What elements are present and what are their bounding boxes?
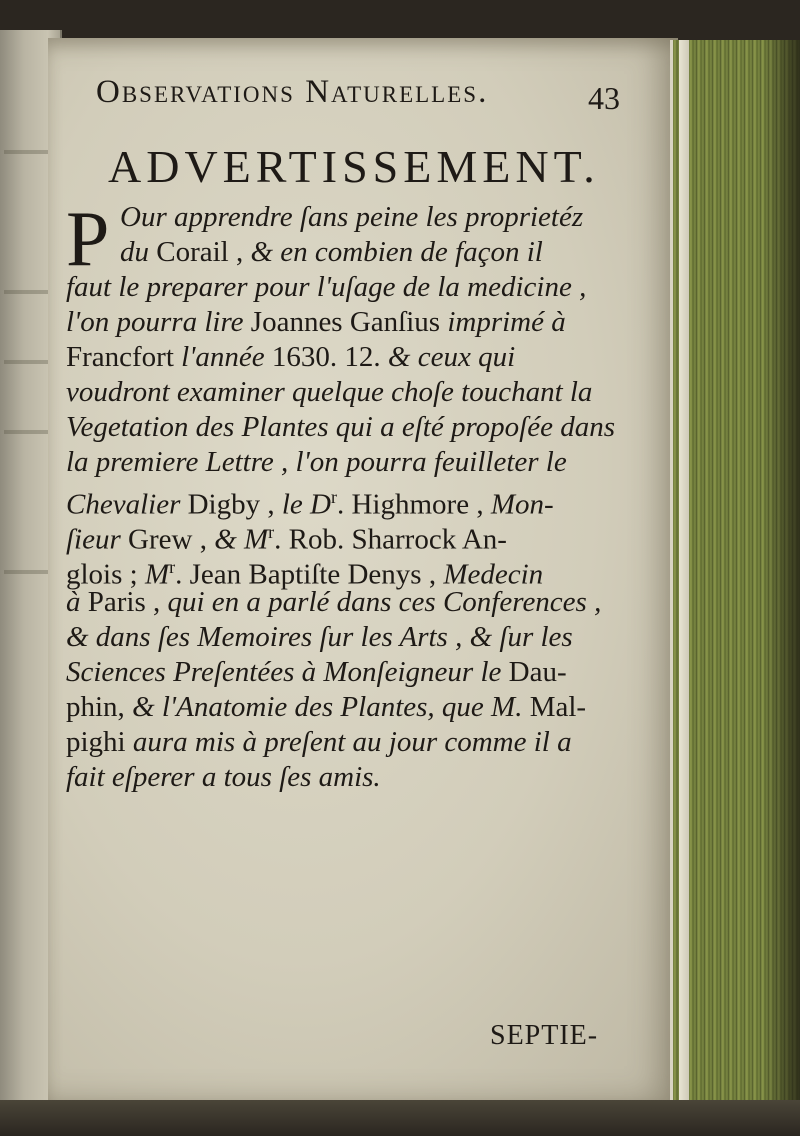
text-segment: M — [144, 558, 170, 591]
text-line — [66, 305, 636, 340]
text-segment: l'année — [181, 341, 272, 373]
text-segment: & ceux qui — [387, 341, 516, 373]
book-fore-edge — [670, 40, 800, 1110]
text-line — [66, 585, 636, 620]
text-segment: Mon- — [490, 488, 554, 521]
text-line — [66, 690, 636, 725]
text-segment: glois ; — [66, 558, 145, 591]
text-segment: & en combien de façon il — [250, 236, 543, 268]
text-segment: Grew , — [128, 523, 215, 556]
text-segment: la premiere Lettre , l'on pourra feuilleter le — [66, 446, 567, 478]
text-line — [66, 725, 636, 760]
text-line — [66, 550, 636, 591]
text-segment: r — [169, 557, 176, 577]
text-segment: Mal- — [529, 691, 587, 723]
text-segment: Digby , — [187, 488, 282, 521]
text-line — [66, 375, 636, 410]
text-segment: le D — [281, 488, 331, 521]
text-line — [66, 445, 636, 480]
running-head-title: Observations Naturelles. — [96, 74, 489, 110]
text-segment: Medecin — [443, 558, 544, 591]
text-segment: . Highmore , — [336, 488, 491, 521]
text-line — [66, 480, 636, 521]
body-text — [66, 195, 636, 795]
text-segment: 1630. 12. — [271, 341, 388, 373]
text-segment: Paris , — [87, 586, 168, 618]
text-segment: Our apprendre ſans peine les proprietéz — [120, 201, 584, 233]
text-segment: Corail , — [156, 236, 251, 268]
text-line — [66, 620, 636, 655]
text-line — [66, 270, 636, 305]
text-segment: voudront examiner quelque choſe touchant la — [66, 376, 593, 408]
text-segment: à — [66, 586, 88, 618]
text-line — [66, 235, 636, 270]
page-number: 43 — [588, 80, 620, 116]
text-segment: pighi — [66, 726, 133, 758]
text-segment: & M — [214, 523, 269, 556]
catchword: SEPTIE- — [490, 1020, 599, 1051]
text-segment: fait eſperer a tous ſes amis. — [66, 761, 381, 793]
text-segment: aura mis à preſent au jour comme il a — [132, 726, 572, 758]
text-segment: Sciences Preſentées à Monſeigneur le — [66, 656, 509, 688]
section-heading: ADVERTISSEMENT. — [108, 141, 600, 192]
text-line — [66, 340, 636, 375]
text-segment: phin, — [66, 691, 133, 723]
text-segment: Chevalier — [66, 488, 188, 521]
text-line — [66, 410, 636, 445]
text-segment: faut le preparer pour l'uſage de la medicine , — [66, 271, 587, 303]
text-segment: l'on pourra lire — [66, 306, 251, 338]
text-line — [66, 200, 636, 235]
text-segment: r — [330, 487, 337, 507]
text-line — [66, 760, 636, 795]
drop-capital: P — [66, 195, 110, 282]
text-line — [66, 655, 636, 690]
text-segment: Vegetation des Plantes qui a eſté propoſée dans — [66, 411, 616, 443]
text-segment: ſieur — [66, 523, 129, 556]
text-segment: Joannes Ganſius — [250, 306, 448, 338]
text-segment: du — [120, 236, 157, 268]
text-segment: r — [268, 522, 275, 542]
text-segment: & l'Anatomie des Plantes, que M. — [132, 691, 530, 723]
text-segment: . Rob. Sharrock An- — [274, 523, 507, 556]
text-segment: . Jean Baptiſte Denys , — [175, 558, 444, 591]
text-segment: & dans ſes Memoires ſur les Arts , & ſur les — [66, 621, 573, 653]
book-bottom-edge — [0, 1100, 800, 1136]
text-segment: Francfort — [66, 341, 182, 373]
text-segment: imprimé à — [447, 306, 566, 338]
text-segment: qui en a parlé dans ces Conferences , — [167, 586, 602, 618]
text-segment: Dau- — [508, 656, 567, 688]
